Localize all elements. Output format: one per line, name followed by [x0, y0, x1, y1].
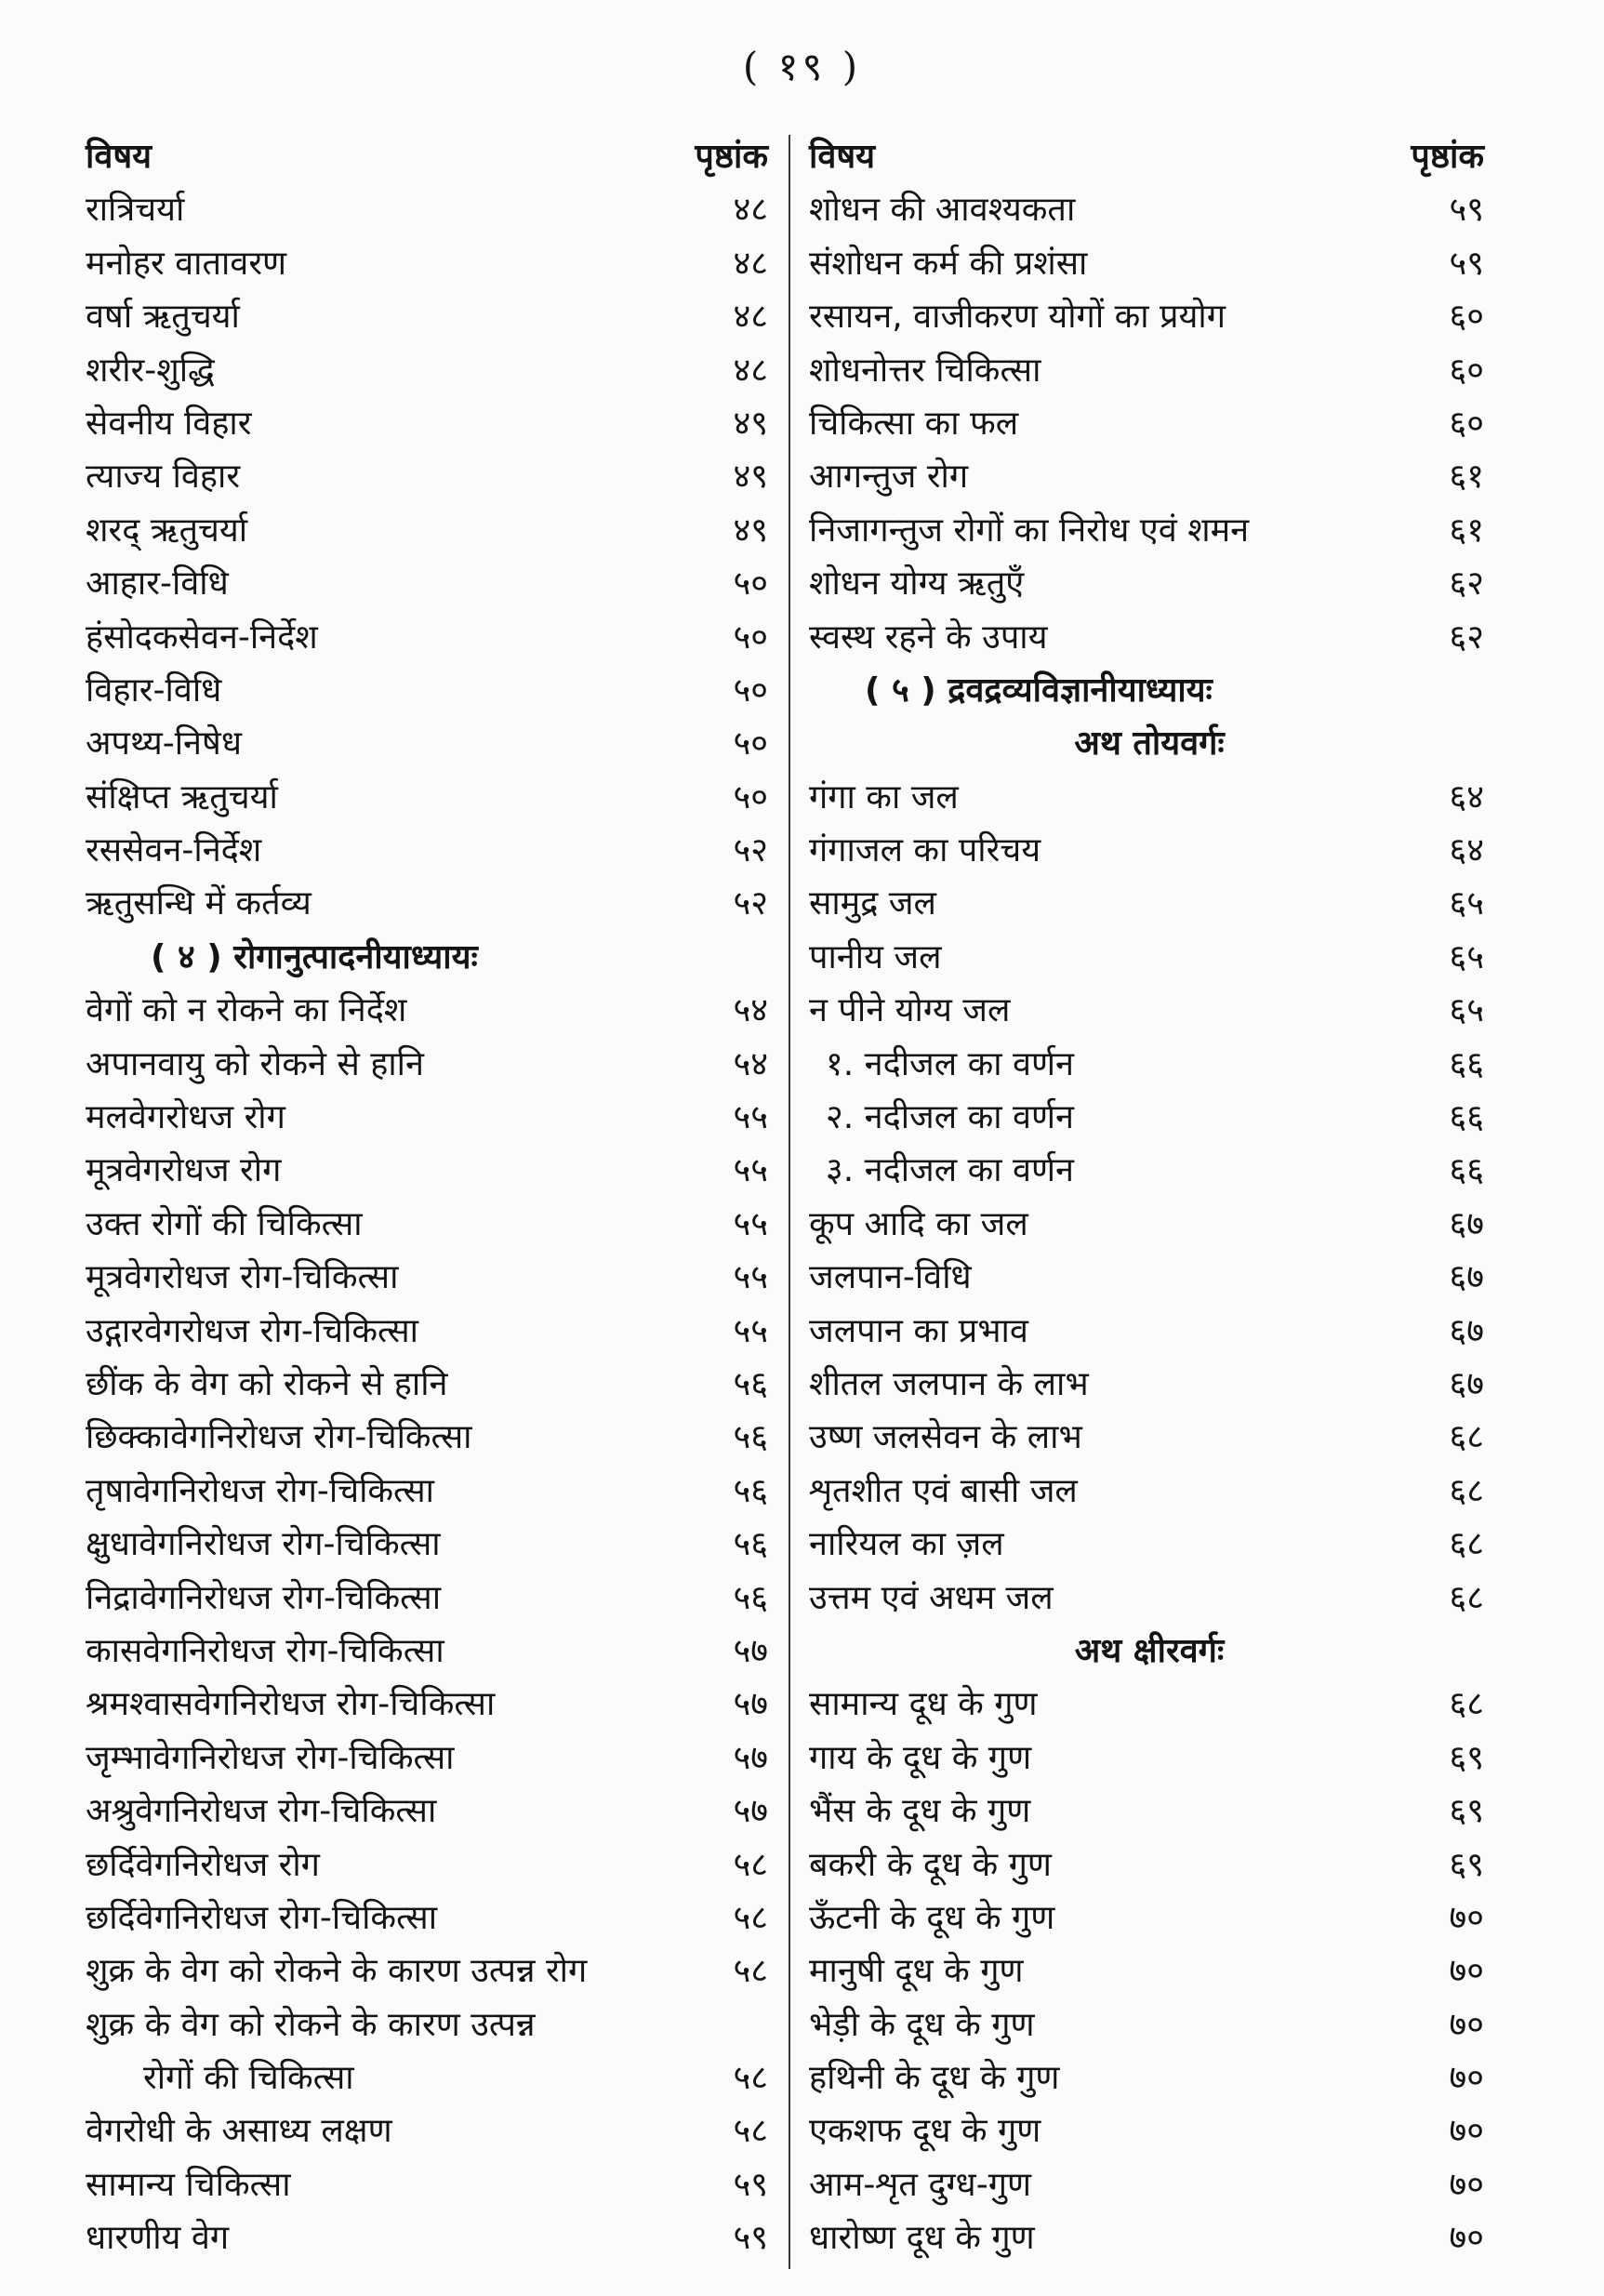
entry-page-number: ५०: [733, 670, 768, 710]
entry-page-number: ५०: [733, 617, 768, 657]
entry-page-number: ५७: [733, 1631, 768, 1670]
toc-entry: [809, 2158, 1490, 2211]
entry-page-number: ६८: [1449, 1418, 1484, 1457]
entry-title: धारोष्ण दूध के गुण: [809, 2219, 1035, 2258]
entry-title: आगन्तुज रोग: [809, 458, 969, 497]
chapter-heading: [809, 664, 1490, 717]
entry-title: छींक के वेग को रोकने से हानि: [86, 1364, 448, 1403]
entry-page-number: ६२: [1449, 617, 1484, 657]
entry-page-number: ५७: [733, 1685, 768, 1724]
entry-title: धारणीय वेग: [86, 2219, 230, 2258]
entry-page-number: ६१: [1449, 458, 1484, 497]
toc-entry: [809, 1411, 1490, 1464]
entry-title: सेवनीय विहार: [86, 404, 252, 443]
entry-page-number: ४८: [733, 191, 768, 230]
entry-page-number: ६९: [1449, 1738, 1484, 1777]
entry-title: बकरी के दूध के गुण: [809, 1845, 1052, 1884]
toc-entry: [809, 1891, 1490, 1944]
toc-entry: [86, 237, 774, 290]
page-column-header: पृष्ठांक: [695, 138, 768, 176]
toc-entry: [86, 1038, 774, 1091]
entry-page-number: ६५: [1449, 991, 1484, 1030]
entry-page-number: ५५: [733, 1258, 768, 1297]
entry-page-number: ५६: [733, 1364, 768, 1403]
entry-title: न पीने योग्य जल: [809, 991, 1011, 1030]
toc-entry: [809, 450, 1490, 503]
toc-entry: [86, 1305, 774, 1358]
entry-title: आम-शृत दुग्ध-गुण: [809, 2165, 1031, 2204]
entry-page-number: ५८: [733, 1845, 768, 1884]
toc-entry: [86, 717, 774, 770]
entry-title: रससेवन-निर्देश: [86, 831, 262, 870]
entry-page-number: ६४: [1449, 777, 1484, 816]
entry-page-number: ५८: [733, 1898, 768, 1937]
entry-page-number: ५५: [733, 1151, 768, 1190]
toc-column-left: [86, 130, 774, 2265]
entry-title: ( ४ ) रोगानुत्पादनीयाध्यायः: [151, 937, 478, 976]
entry-page-number: ५२: [733, 831, 768, 870]
toc-entry: [86, 1572, 774, 1625]
toc-entry: [809, 611, 1490, 664]
entry-title: स्वस्थ रहने के उपाय: [809, 617, 1048, 657]
entry-title: भेड़ी के दूध के गुण: [809, 2005, 1035, 2044]
entry-page-number: ७०: [1449, 2005, 1484, 2044]
toc-entry: [809, 1358, 1490, 1411]
toc-entry: [809, 1732, 1490, 1785]
toc-entry: [86, 1732, 774, 1785]
entry-page-number: ४८: [733, 351, 768, 390]
entry-page-number: ५०: [733, 564, 768, 604]
toc-entry: [86, 2104, 774, 2157]
entry-title: कासवेगनिरोधज रोग-चिकित्सा: [86, 1631, 444, 1670]
entry-title: भैंस के दूध के गुण: [809, 1792, 1031, 1831]
entry-page-number: ५९: [1449, 244, 1484, 283]
entry-title: मूत्रवेगरोधज रोग: [86, 1151, 282, 1190]
entry-page-number: ६८: [1449, 1685, 1484, 1724]
toc-entry: [809, 290, 1490, 343]
entry-title: १. नदीजल का वर्णन: [826, 1044, 1075, 1083]
entry-page-number: ६९: [1449, 1845, 1484, 1884]
chapter-heading: [86, 931, 774, 984]
entry-title: शुक्र के वेग को रोकने के कारण उत्पन्न रोग: [86, 1952, 588, 1991]
entry-title: शृतशीत एवं बासी जल: [809, 1471, 1078, 1510]
toc-entry: [86, 1518, 774, 1571]
toc-entry: [86, 664, 774, 717]
toc-entry: [86, 1838, 774, 1891]
entry-page-number: ७०: [1449, 1952, 1484, 1991]
entry-page-number: ५९: [733, 2219, 768, 2258]
entry-page-number: ४९: [733, 458, 768, 497]
entry-page-number: ५६: [733, 1525, 768, 1564]
toc-entry: [809, 2104, 1490, 2157]
entry-title: गंगाजल का परिचय: [809, 831, 1041, 870]
toc-entry: [86, 1358, 774, 1411]
entry-page-number: ७०: [1449, 2112, 1484, 2151]
entry-page-number: ६०: [1449, 351, 1484, 390]
entry-page-number: ७०: [1449, 2219, 1484, 2258]
entry-title: शुक्र के वेग को रोकने के कारण उत्पन्न: [86, 2005, 536, 2044]
toc-column-right: [809, 130, 1490, 2265]
entry-page-number: ५६: [733, 1471, 768, 1510]
entry-title: निजागन्तुज रोगों का निरोध एवं शमन: [809, 511, 1250, 550]
toc-entry: [86, 824, 774, 877]
page-column-header: पृष्ठांक: [1411, 138, 1484, 176]
subsection-heading: [809, 717, 1490, 770]
toc-entry: [86, 611, 774, 664]
entry-page-number: ४८: [733, 298, 768, 337]
toc-entry: [86, 344, 774, 397]
subject-column-header: विषय: [86, 138, 152, 176]
entry-title: रसायन, वाजीकरण योगों का प्रयोग: [809, 298, 1226, 337]
toc-entry: [809, 1251, 1490, 1304]
toc-entry: [809, 877, 1490, 930]
toc-entry: [809, 1518, 1490, 1571]
entry-title: श्रमश्वासवेगनिरोधज रोग-चिकित्सा: [86, 1685, 496, 1724]
entry-page-number: ६०: [1449, 404, 1484, 443]
toc-entry: [86, 1678, 774, 1731]
entry-page-number: ४९: [733, 404, 768, 443]
entry-page-number: ६८: [1449, 1471, 1484, 1510]
entry-title: चिकित्सा का फल: [809, 404, 1019, 443]
entry-page-number: ५२: [733, 884, 768, 923]
toc-entry: [809, 824, 1490, 877]
toc-entry: [86, 1625, 774, 1678]
entry-page-number: ६८: [1449, 1578, 1484, 1617]
entry-title: रोगों की चिकित्सा: [143, 2059, 354, 2098]
toc-entry: [86, 771, 774, 824]
entry-title: अथ क्षीरवर्गः: [1074, 1631, 1225, 1670]
entry-title: मूत्रवेगरोधज रोग-चिकित्सा: [86, 1258, 399, 1297]
entry-page-number: ६२: [1449, 564, 1484, 604]
toc-entry: [86, 557, 774, 610]
entry-title: हथिनी के दूध के गुण: [809, 2059, 1060, 2098]
entry-page-number: ५७: [733, 1792, 768, 1831]
toc-entry: [809, 2211, 1490, 2264]
entry-page-number: ६६: [1449, 1151, 1484, 1190]
toc-entry: [809, 1785, 1490, 1838]
entry-title: संक्षिप्त ऋतुचर्या: [86, 777, 278, 816]
toc-entry: [86, 1998, 774, 2051]
subsection-heading: [809, 1625, 1490, 1678]
entry-title: तृषावेगनिरोधज रोग-चिकित्सा: [86, 1471, 435, 1510]
toc-entry: [809, 1305, 1490, 1358]
entry-title: ऋतुसन्धि में कर्तव्य: [86, 884, 312, 923]
toc-entry: [86, 2051, 774, 2104]
entry-title: शोधन योग्य ऋतुएँ: [809, 564, 1025, 604]
toc-entry: [86, 2211, 774, 2264]
entry-title: सामान्य दूध के गुण: [809, 1685, 1038, 1724]
toc-entry: [86, 1944, 774, 1997]
entry-page-number: ५८: [733, 2112, 768, 2151]
toc-entry: [809, 557, 1490, 610]
entry-page-number: ६७: [1449, 1204, 1484, 1243]
entry-title: एकशफ दूध के गुण: [809, 2112, 1041, 2151]
toc-entry: [809, 931, 1490, 984]
entry-title: उष्ण जलसेवन के लाभ: [809, 1418, 1082, 1457]
entry-page-number: ७०: [1449, 2059, 1484, 2098]
entry-page-number: ४८: [733, 244, 768, 283]
toc-entry: [86, 1411, 774, 1464]
entry-title: २. नदीजल का वर्णन: [826, 1098, 1075, 1137]
toc-entry: [809, 1678, 1490, 1731]
entry-title: शोधनोत्तर चिकित्सा: [809, 351, 1041, 390]
entry-page-number: ६६: [1449, 1098, 1484, 1137]
entry-page-number: ६७: [1449, 1311, 1484, 1350]
entry-title: अपथ्य-निषेध: [86, 724, 242, 763]
entry-title: जलपान-विधि: [809, 1258, 972, 1297]
entry-title: रात्रिचर्या: [86, 191, 185, 230]
toc-entry: [86, 1091, 774, 1144]
entry-page-number: ६५: [1449, 884, 1484, 923]
toc-entry: [809, 1091, 1490, 1144]
entry-title: क्षुधावेगनिरोधज रोग-चिकित्सा: [86, 1525, 441, 1564]
entry-title: शरीर-शुद्धि: [86, 351, 215, 390]
entry-page-number: ५५: [733, 1204, 768, 1243]
toc-entry: [86, 877, 774, 930]
toc-entry: [86, 183, 774, 236]
entry-page-number: ५९: [1449, 191, 1484, 230]
toc-entry: [86, 1891, 774, 1944]
column-divider: [789, 135, 790, 2269]
toc-entry: [809, 771, 1490, 824]
entry-title: जलपान का प्रभाव: [809, 1311, 1028, 1350]
toc-entry: [86, 397, 774, 450]
toc-entry: [809, 1465, 1490, 1518]
toc-entry: [809, 397, 1490, 450]
entry-title: ३. नदीजल का वर्णन: [826, 1151, 1075, 1190]
toc-header: [86, 130, 774, 183]
entry-title: ( ५ ) द्रवद्रव्यविज्ञानीयाध्यायः: [865, 670, 1213, 710]
entry-page-number: ५०: [733, 724, 768, 763]
toc-entry: [86, 1144, 774, 1197]
entry-title: आहार-विधि: [86, 564, 229, 604]
entry-page-number: ६०: [1449, 298, 1484, 337]
entry-title: मनोहर वातावरण: [86, 244, 287, 283]
entry-title: गंगा का जल: [809, 777, 959, 816]
toc-entry: [86, 2158, 774, 2211]
toc-entry: [809, 2051, 1490, 2104]
entry-title: उद्गारवेगरोधज रोग-चिकित्सा: [86, 1311, 419, 1350]
entry-title: जृम्भावेगनिरोधज रोग-चिकित्सा: [86, 1738, 455, 1777]
entry-page-number: ५९: [733, 2165, 768, 2204]
toc-entry: [809, 1944, 1490, 1997]
entry-page-number: ६७: [1449, 1364, 1484, 1403]
page-number: ( १९ ): [742, 44, 862, 89]
toc-entry: [86, 1251, 774, 1304]
entry-title: वर्षा ऋतुचर्या: [86, 298, 240, 337]
entry-title: उत्तम एवं अधम जल: [809, 1578, 1054, 1617]
entry-title: गाय के दूध के गुण: [809, 1738, 1032, 1777]
entry-page-number: ६४: [1449, 831, 1484, 870]
toc-header: [809, 130, 1490, 183]
entry-title: पानीय जल: [809, 937, 942, 976]
toc-entry: [809, 344, 1490, 397]
entry-title: नारियल का ज़ल: [809, 1525, 1004, 1564]
toc-entry: [809, 984, 1490, 1037]
entry-page-number: ५५: [733, 1098, 768, 1137]
entry-title: संशोधन कर्म की प्रशंसा: [809, 244, 1088, 283]
toc-entry: [809, 1198, 1490, 1251]
toc-entry: [86, 1785, 774, 1838]
entry-page-number: ६९: [1449, 1792, 1484, 1831]
entry-title: शोधन की आवश्यकता: [809, 191, 1076, 230]
entry-page-number: ६५: [1449, 937, 1484, 976]
toc-entry: [809, 1838, 1490, 1891]
entry-page-number: ७०: [1449, 1898, 1484, 1937]
toc-entry: [809, 1038, 1490, 1091]
toc-entry: [809, 1998, 1490, 2051]
entry-title: मलवेगरोधज रोग: [86, 1098, 285, 1137]
toc-entry: [86, 984, 774, 1037]
entry-title: अश्रुवेगनिरोधज रोग-चिकित्सा: [86, 1792, 437, 1831]
entry-page-number: ६८: [1449, 1525, 1484, 1564]
entry-title: छिक्कावेगनिरोधज रोग-चिकित्सा: [86, 1418, 472, 1457]
entry-title: कूप आदि का जल: [809, 1204, 1028, 1243]
entry-title: अथ तोयवर्गः: [1074, 724, 1225, 763]
entry-title: शरद् ऋतुचर्या: [86, 511, 248, 550]
entry-title: त्याज्य विहार: [86, 458, 241, 497]
entry-page-number: ५४: [733, 1044, 768, 1083]
toc-entry: [86, 450, 774, 503]
entry-title: निद्रावेगनिरोधज रोग-चिकित्सा: [86, 1578, 442, 1617]
entry-title: छर्दिवेगनिरोधज रोग: [86, 1845, 320, 1884]
entry-title: वेगों को न रोकने का निर्देश: [86, 991, 407, 1030]
entry-page-number: ५६: [733, 1578, 768, 1617]
entry-page-number: ५५: [733, 1311, 768, 1350]
entry-title: शीतल जलपान के लाभ: [809, 1364, 1089, 1403]
entry-page-number: ६७: [1449, 1258, 1484, 1297]
entry-title: छर्दिवेगनिरोधज रोग-चिकित्सा: [86, 1898, 438, 1937]
toc-entry: [809, 237, 1490, 290]
entry-page-number: ४९: [733, 511, 768, 550]
entry-page-number: ५४: [733, 991, 768, 1030]
toc-entry: [86, 1198, 774, 1251]
toc-entry: [809, 504, 1490, 557]
toc-entry: [86, 290, 774, 343]
entry-page-number: ६१: [1449, 511, 1484, 550]
entry-title: मानुषी दूध के गुण: [809, 1952, 1024, 1991]
entry-title: ऊँटनी के दूध के गुण: [809, 1898, 1055, 1937]
subject-column-header: विषय: [809, 138, 876, 176]
entry-page-number: ७०: [1449, 2165, 1484, 2204]
entry-page-number: ६६: [1449, 1044, 1484, 1083]
entry-page-number: ५०: [733, 777, 768, 816]
toc-entry: [809, 1572, 1490, 1625]
toc-entry: [809, 183, 1490, 236]
entry-page-number: ५८: [733, 1952, 768, 1991]
entry-page-number: ५६: [733, 1418, 768, 1457]
entry-title: विहार-विधि: [86, 670, 222, 710]
entry-page-number: ५८: [733, 2059, 768, 2098]
toc-entry: [86, 1465, 774, 1518]
entry-title: सामुद्र जल: [809, 884, 936, 923]
entry-title: वेगरोधी के असाध्य लक्षण: [86, 2112, 392, 2151]
toc-entry: [86, 504, 774, 557]
entry-title: हंसोदकसेवन-निर्देश: [86, 617, 318, 657]
entry-page-number: ५७: [733, 1738, 768, 1777]
entry-title: अपानवायु को रोकने से हानि: [86, 1044, 424, 1083]
entry-title: सामान्य चिकित्सा: [86, 2165, 291, 2204]
entry-title: उक्त रोगों की चिकित्सा: [86, 1204, 363, 1243]
toc-entry: [809, 1144, 1490, 1197]
